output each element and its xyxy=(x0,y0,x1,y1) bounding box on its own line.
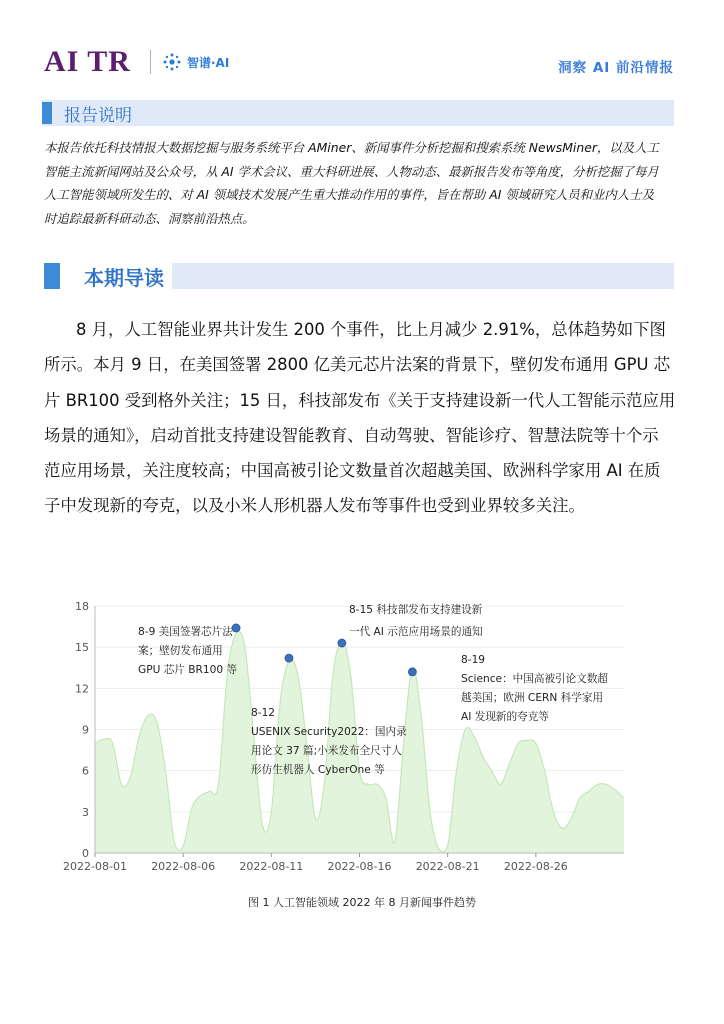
zhipu-logo xyxy=(162,52,229,72)
report-description xyxy=(44,136,684,230)
description-line: 人工智能领域所发生的、对 AI 领域技术发展产生重大推动作用的事件，旨在帮助 AI 领域研究人员和业内人士及 xyxy=(44,187,654,202)
figure-caption: 图 1 人工智能领域 2022 年 8 月新闻事件趋势 xyxy=(248,896,476,909)
annotation-line: 案；壁仞发布通用 xyxy=(138,645,223,657)
annotation-line: 8-19 xyxy=(461,654,486,666)
overview-line: 子中发现新的夸克，以及小米人形机器人发布等事件也受到业界较多关注。 xyxy=(44,496,585,516)
y-tick-label: 3 xyxy=(82,805,89,819)
overview-line: 8 月，人工智能业界共计发生 200 个事件，比上月减少 2.91%，总体趋势如下图 xyxy=(76,320,666,339)
x-tick-label: 2022-08-26 xyxy=(503,860,568,873)
description-line: 智能主流新闻网站及公众号，从 AI 学术会议、重大科研进展、人物动态、最新报告发布等角度，分析挖掘了每月 xyxy=(44,163,659,179)
annotation-line: AI 发现新的夸克等 xyxy=(461,711,549,723)
annotation-line: 一代 AI 示范应用场景的通知 xyxy=(349,626,483,638)
annotation-8-9 xyxy=(138,625,237,676)
x-tick-label: 2022-08-16 xyxy=(327,860,392,873)
x-tick-label: 2022-08-11 xyxy=(239,860,304,873)
annotation-line: GPU 芯片 BR100 等 xyxy=(138,664,238,676)
annotation-line: Science：中国高被引论文数超 xyxy=(461,673,609,685)
zhipu-logo-text: 智谱·AI xyxy=(187,55,230,70)
section2-title: 本期导读 xyxy=(82,262,172,291)
logo-divider xyxy=(150,50,151,74)
header-slogan: 洞察 AI 前沿情报 xyxy=(558,60,674,76)
section1-title-bar xyxy=(42,100,674,126)
y-tick-label: 15 xyxy=(75,641,89,655)
annotation-line: 形仿生机器人 CyberOne 等 xyxy=(251,764,385,776)
zhipu-dots-icon xyxy=(162,52,182,72)
highlight-point xyxy=(338,639,346,647)
section1-title: 报告说明 xyxy=(64,106,132,126)
aitr-logo: AI TR xyxy=(44,45,131,78)
section1-marker xyxy=(42,102,52,124)
annotation-line: 用论文 37 篇;小米发布全尺寸人 xyxy=(251,745,402,757)
highlight-point xyxy=(285,654,293,662)
x-tick-label: 2022-08-06 xyxy=(151,860,216,873)
annotation-line: USENIX Security2022：国内录 xyxy=(251,726,407,738)
overview-line: 片 BR100 受到格外关注；15 日，科技部发布《关于支持建设新一代人工智能示范应用 xyxy=(44,390,676,410)
description-line: 时追踪最新科研动态、洞察前沿热点。 xyxy=(44,210,255,226)
overview-line: 所示。本月 9 日，在美国签署 2800 亿美元芯片法案的背景下，壁仞发布通用 GPU 芯 xyxy=(44,355,671,375)
x-tick-label: 2022-08-01 xyxy=(63,860,127,873)
issue-overview xyxy=(44,312,684,524)
x-tick-label: 2022-08-21 xyxy=(415,860,480,873)
y-tick-label: 6 xyxy=(82,764,89,778)
highlight-point xyxy=(232,624,240,632)
y-tick-label: 9 xyxy=(82,723,89,737)
overview-line: 范应用场景，关注度较高；中国高被引论文数量首次超越美国、欧洲科学家用 AI 在质 xyxy=(44,461,661,481)
highlight-point xyxy=(408,668,416,676)
annotation-line: 越美国；欧洲 CERN 科学家用 xyxy=(461,692,604,704)
y-tick-label: 12 xyxy=(75,682,89,696)
annotation-line: 8-12 xyxy=(251,707,276,719)
y-tick-label: 18 xyxy=(75,600,89,613)
annotation-line: 8-9 美国签署芯片法 xyxy=(138,626,233,638)
news-trend-chart xyxy=(40,592,640,882)
overview-line: 场景的通知》，启动首批支持建设智能教育、自动驾驶、智能诊疗、智慧法院等十个示 xyxy=(44,425,659,445)
section2-title-bar xyxy=(164,263,674,289)
annotation-8-15 xyxy=(349,603,483,638)
annotation-line: 8-15 科技部发布支持建设新 xyxy=(349,604,483,616)
description-line: 本报告依托科技情报大数据挖掘与服务系统平台 AMiner、新闻事件分析挖掘和搜索系统 NewsMiner，以及人工 xyxy=(44,140,659,155)
y-tick-label: 0 xyxy=(82,847,89,860)
section2-marker xyxy=(44,263,60,289)
